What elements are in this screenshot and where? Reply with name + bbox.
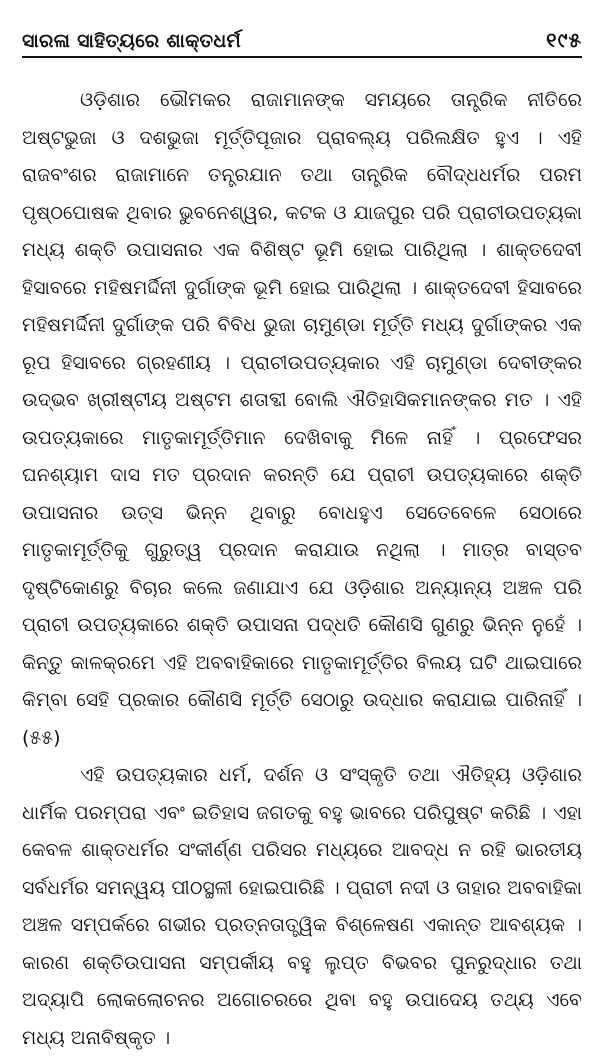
page-header: [22, 18, 582, 58]
body-text: [22, 82, 582, 1057]
page-number: ୧୯୫: [546, 28, 582, 52]
running-title: ସାରଳା ସାହିତ୍ୟରେ ଶାକ୍ତଧର୍ମ: [22, 30, 242, 52]
paragraph-2: ଏହି ଉପତ୍ୟକାର ଧର୍ମ, ଦର୍ଶନ ଓ ସଂସ୍କୃତି ତଥା ଐତିହ୍ୟ ଓଡ଼ିଶାର ଧାର୍ମିକ ପରମ୍ପରା ଏବଂ ଇତିହାସ ଜଗତକୁ ବହୁ ଭାବରେ ପରିପୁଷ୍ଟ କରିଛି । ଏହା କେବଳ ଶାକ୍ତଧର୍ମର ସଂକୀର୍ଣ୍ଣ ପରିସର ମଧ୍ୟରେ ଆବଦ୍ଧ ନ ରହି ଭାରତୀୟ ସର୍ବଧର୍ମର ସମନ୍ୱୟ ପୀଠସ୍ଥଳୀ ହୋଇପାରିଛି । ପ୍ରାଚୀ ନଦୀ ଓ ତାହାର ଅବବାହିକା ଅଞ୍ଚଳ ସମ୍ପର୍କରେ ଗଭୀର ପ୍ରତ୍ନତାତ୍ତ୍ୱିକ ବିଶ୍ଳେଷଣ ଏକାନ୍ତ ଆବଶ୍ୟକ । କାରଣ ଶକ୍ତିଉପାସନା ସମ୍ପର୍କୀୟ ବହୁ ଲୁପ୍ତ ବିଭବର ପୁନରୁଦ୍ଧାର ତଥା ଅଦ୍ୟାପି ଲୋକଲୋଚନର ଅଗୋଚରରେ ଥିବା ବହୁ ଉପାଦେୟ ତଥ୍ୟ ଏବେ ମଧ୍ୟ ଅନାବିଷ୍କୃତ ।: [22, 764, 582, 1049]
paragraph-1: ଓଡ଼ିଶାର ଭୌମକର ରାଜାମାନଙ୍କ ସମୟରେ ତାନ୍ତ୍ରିକ ନୀତିରେ ଅଷ୍ଟଭୁଜା ଓ ଦଶଭୁଜା ମୂର୍ତ୍ତିପୂଜାର ପ୍ରାବଲ୍ୟ ପରିଲକ୍ଷିତ ହୁଏ । ଏହି ରାଜବଂଶର ରାଜାମାନେ ତନ୍ତ୍ରଯାନ ତଥା ତାନ୍ତ୍ରିକ ବୌଦ୍ଧଧର୍ମର ପରମ ପୃଷ୍ଠପୋଷକ ଥିବାର ଭୁବନେଶ୍ୱର, କଟକ ଓ ଯାଜପୁର ପରି ପ୍ରାଚୀଉପତ୍ୟକା ମଧ୍ୟ ଶକ୍ତି ଉପାସନାର ଏକ ବିଶିଷ୍ଟ ଭୂମି ହୋଇ ପାରିଥିଲା । ଶାକ୍ତଦେବୀ ହିସାବରେ ମହିଷମର୍ଦ୍ଦିନୀ ଦୁର୍ଗାଙ୍କ ଭୂମି ହୋଇ ପାରିଥିଲା । ଶାକ୍ତଦେବୀ ହିସାବରେ ମହିଷମର୍ଦ୍ଦିନୀ ଦୁର୍ଗାଙ୍କ ପରି ବିବିଧ ଭୁଜା ଚାମୁଣ୍ଡା ମୂର୍ତ୍ତି ମଧ୍ୟ ଦୁର୍ଗାଙ୍କର ଏକ ରୂପ ହିସାବରେ ଗ୍ରହଣୀୟ । ପ୍ରାଚୀଉପତ୍ୟକାର ଏହି ଚାମୁଣ୍ଡା ଦେବୀଙ୍କର ଉଦ୍ଭବ ଖ୍ରୀଷ୍ଟୀୟ ଅଷ୍ଟମ ଶତାବ୍ଦୀ ବୋଲି ଐତିହାସିକମାନଙ୍କର ମତ । ଏହି ଉପତ୍ୟକାରେ ମାତୃକାମୂର୍ତ୍ତିମାନ ଦେଖିବାକୁ ମିଳେ ନାହିଁ । ପ୍ରଫେସର ଘନଶ୍ୟାମ ଦାସ ମତ ପ୍ରଦାନ କରନ୍ତି ଯେ ପ୍ରାଚୀ ଉପତ୍ୟକାରେ ଶକ୍ତି ଉପାସନାର ଉତ୍ସ ଭିନ୍ନ ଥିବାରୁ ବୋଧହୁଏ ସେତେବେଳେ ସେଠାରେ ମାତୃକାମୂର୍ତ୍ତିକୁ ଗୁରୁତ୍ୱ ପ୍ରଦାନ କରାଯାଉ ନଥିଲା । ମାତ୍ର ବାସ୍ତବ ଦୃଷ୍ଟିକୋଣରୁ ବିଚାର କଲେ ଜଣାଯାଏ ଯେ ଓଡ଼ିଶାର ଅନ୍ୟାନ୍ୟ ଅଞ୍ଚଳ ପରି ପ୍ରାଚୀ ଉପତ୍ୟକାରେ ଶକ୍ତି ଉପାସନା ପଦ୍ଧତି କୌଣସି ଗୁଣରୁ ଭିନ୍ନ ନୁହେଁ । କିନ୍ତୁ କାଳକ୍ରମେ ଏହି ଅବବାହିକାରେ ମାତୃକାମୂର୍ତ୍ତିର ବିଲୟ ଘଟି ଥାଇପାରେ କିମ୍ବା ସେହି ପ୍ରକାର କୌଣସି ମୂର୍ତ୍ତି ସେଠାରୁ ଉଦ୍ଧାର କରାଯାଇ ପାରିନାହିଁ । (୫୫): [22, 89, 582, 749]
